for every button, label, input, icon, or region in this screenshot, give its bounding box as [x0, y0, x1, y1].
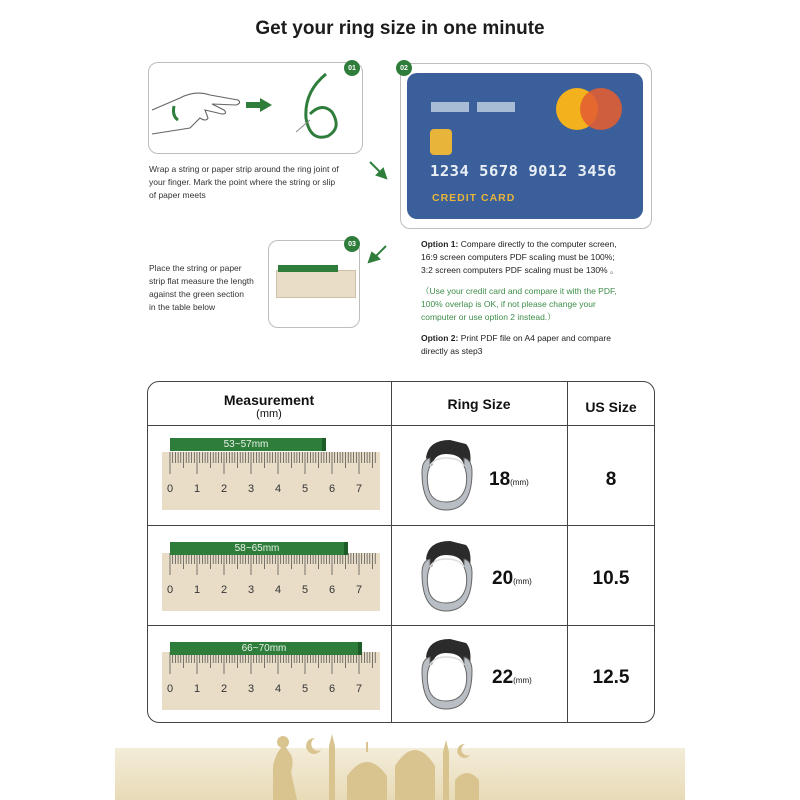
ring-icon [414, 632, 478, 716]
ruler-tick-label: 2 [220, 483, 228, 495]
ruler-ticks [162, 652, 380, 710]
ruler-tick-label: 0 [166, 483, 174, 495]
card-label: CREDIT CARD [432, 192, 516, 204]
option-1-heading: Option 1: [421, 239, 459, 249]
step-3-line: in the table below [149, 302, 216, 312]
ruler-tick-label: 1 [193, 683, 201, 695]
page-title: Get your ring size in one minute [255, 18, 545, 39]
credit-card-note [421, 285, 617, 324]
mini-ruler [276, 270, 356, 298]
ruler-ticks [162, 553, 380, 611]
note-line: computer or use option 2 instead.） [421, 312, 556, 322]
ring-size-number: 18 [489, 469, 511, 490]
ring-size-value [489, 469, 529, 491]
step-1-text [149, 163, 339, 202]
card-stripe [431, 102, 469, 112]
ruler-tick-label: 7 [355, 483, 363, 495]
table-divider [147, 425, 655, 426]
measurement-range: 66~70mm [241, 643, 287, 654]
ruler-tick-label: 1 [193, 584, 201, 596]
arrow-down-right-icon [368, 158, 390, 180]
mastercard-icon-overlap [580, 88, 622, 130]
ruler-tick-label: 0 [166, 584, 174, 596]
ruler-tick-label: 2 [220, 584, 228, 596]
table-divider [391, 381, 392, 723]
ruler-tick-label: 5 [301, 584, 309, 596]
us-size-value: 8 [605, 469, 617, 490]
option-1-line: 3:2 screen computers PDF scaling must be 130% 。 [421, 265, 619, 275]
ring-icon [414, 436, 478, 514]
ruler-tick-label: 6 [328, 683, 336, 695]
option-1 [421, 238, 661, 277]
table-divider [147, 625, 655, 626]
ruler-tick-label: 2 [220, 683, 228, 695]
option-2 [421, 332, 611, 358]
measurement-range: 53~57mm [223, 439, 269, 450]
option-2-line: Print PDF file on A4 paper and compare [460, 333, 611, 343]
us-size-value: 10.5 [592, 568, 630, 589]
header-us-size: US Size [585, 399, 637, 415]
ruler-tick-label: 6 [328, 584, 336, 596]
note-line: （Use your credit card and compare it with the PDF, [421, 286, 617, 296]
mosque-silhouette-icon [255, 722, 505, 800]
ruler-ticks [162, 452, 380, 510]
header-ring-size: Ring Size [447, 396, 511, 412]
ruler [162, 652, 380, 710]
ruler-tick-label: 4 [274, 483, 282, 495]
option-2-heading: Option 2: [421, 333, 459, 343]
step-3-line: against the green section [149, 289, 244, 299]
mini-green-strip [278, 265, 338, 272]
step-1-line: of paper meets [149, 190, 206, 200]
measurement-range: 58~65mm [234, 543, 280, 554]
step-1-line: your finger. Mark the point where the string or slip [149, 177, 336, 187]
string-icon [296, 72, 346, 146]
ruler-tick-label: 7 [355, 683, 363, 695]
hand-icon [150, 70, 245, 140]
ring-size-unit: (mm) [510, 478, 529, 487]
option-2-line: directly as step3 [421, 346, 483, 356]
note-line: 100% overlap is OK, if not please change your [421, 299, 596, 309]
ring-size-unit: (mm) [513, 577, 532, 586]
step-1-line: Wrap a string or paper strip around the ring joint of [149, 164, 339, 174]
us-size-value: 12.5 [592, 667, 630, 688]
step-3-line: strip flat measure the length [149, 276, 254, 286]
ruler-tick-label: 5 [301, 483, 309, 495]
ring-size-number: 22 [492, 667, 514, 688]
card-stripe [477, 102, 515, 112]
step-3-badge: 03 [344, 236, 360, 252]
ruler-tick-label: 3 [247, 584, 255, 596]
ring-size-value [492, 667, 532, 689]
ruler [162, 553, 380, 611]
ruler-tick-label: 4 [274, 683, 282, 695]
ring-icon [414, 535, 478, 617]
step-2-badge: 02 [396, 60, 412, 76]
option-1-line: 16:9 screen computers PDF scaling must be 100%; [421, 252, 615, 262]
ruler [162, 452, 380, 510]
header-measurement: Measurement [223, 392, 315, 408]
card-chip-icon [430, 129, 452, 155]
arrow-down-left-icon [366, 244, 388, 266]
ring-size-value [492, 568, 532, 590]
card-number: 1234 5678 9012 3456 [430, 162, 617, 180]
ruler-tick-label: 5 [301, 683, 309, 695]
step-3-line: Place the string or paper [149, 263, 242, 273]
measurement-strip [170, 542, 344, 555]
ruler-tick-label: 4 [274, 584, 282, 596]
measurement-strip [170, 642, 358, 655]
table-divider [147, 525, 655, 526]
ring-size-unit: (mm) [513, 676, 532, 685]
option-1-line: Compare directly to the computer screen, [460, 239, 617, 249]
ruler-tick-label: 3 [247, 683, 255, 695]
ruler-tick-label: 3 [247, 483, 255, 495]
ruler-tick-label: 7 [355, 584, 363, 596]
ruler-tick-label: 6 [328, 483, 336, 495]
ruler-tick-label: 1 [193, 483, 201, 495]
ruler-tick-label: 0 [166, 683, 174, 695]
ring-size-number: 20 [492, 568, 514, 589]
step-3-text [149, 262, 254, 314]
arrow-right-icon [246, 98, 272, 112]
step-1-badge: 01 [344, 60, 360, 76]
measurement-strip [170, 438, 322, 451]
header-measurement-unit: (mm) [256, 408, 282, 420]
